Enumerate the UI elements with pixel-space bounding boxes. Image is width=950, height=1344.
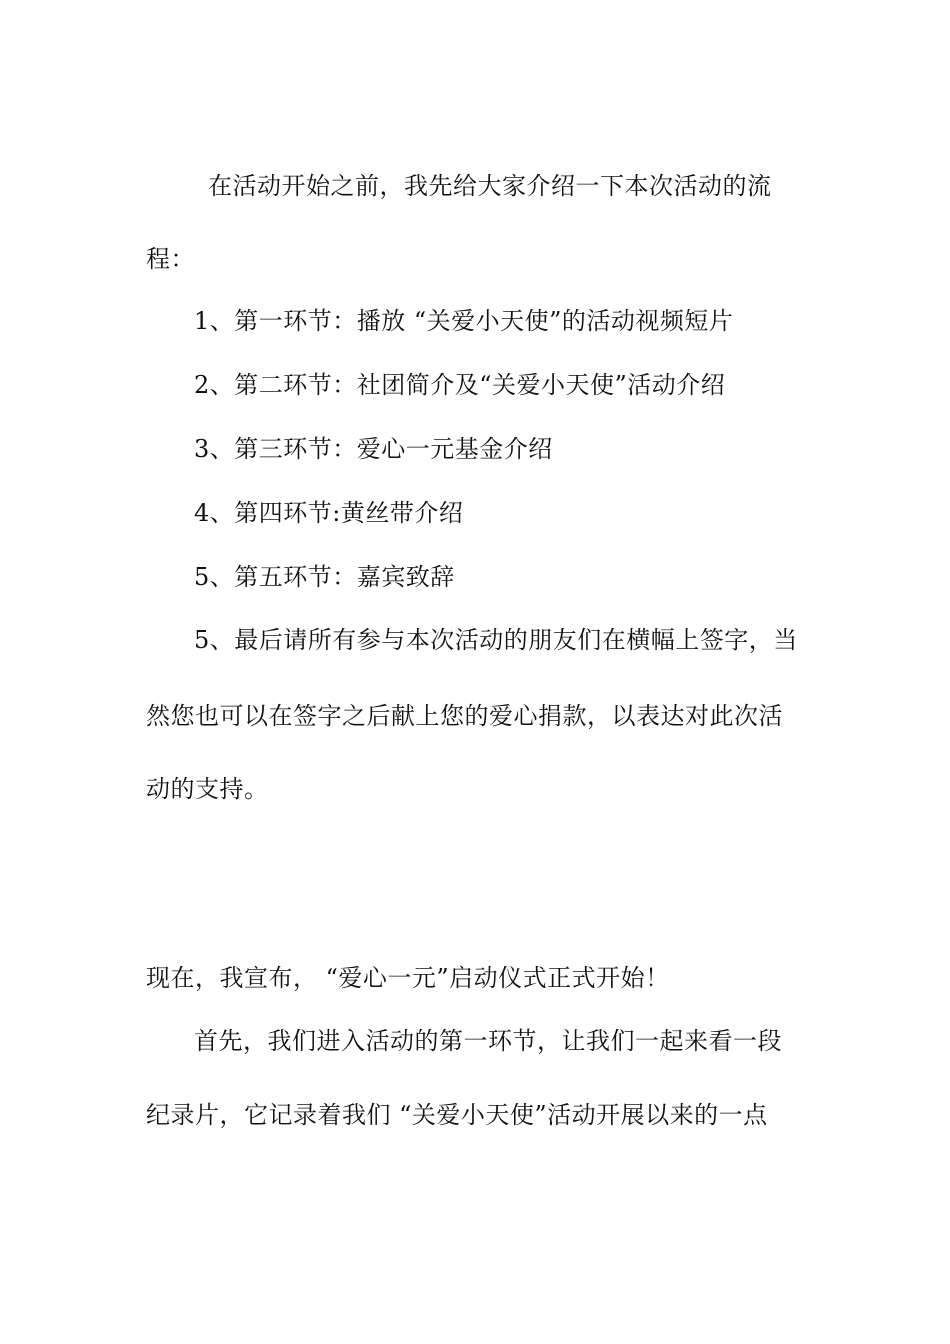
closing-line-1: 5、最后请所有参与本次活动的朋友们在横幅上签字，当	[194, 626, 798, 654]
agenda-item-1: 1、第一环节：播放 “关爱小天使”的活动视频短片	[194, 307, 734, 335]
intro-line-1: 在活动开始之前，我先给大家介绍一下本次活动的流	[208, 172, 772, 200]
first-segment-line-2: 纪录片，它记录着我们 “关爱小天使”活动开展以来的一点	[146, 1101, 768, 1129]
agenda-item-2: 2、第二环节：社团简介及“关爱小天使”活动介绍	[194, 371, 726, 399]
closing-line-3: 动的支持。	[146, 775, 269, 803]
agenda-item-3: 3、第三环节：爱心一元基金介绍	[194, 435, 553, 463]
first-segment-line-1: 首先，我们进入活动的第一环节，让我们一起来看一段	[194, 1027, 782, 1055]
closing-line-2: 然您也可以在签字之后献上您的爱心捐款，以表达对此次活	[146, 702, 783, 730]
agenda-item-5: 5、第五环节：嘉宾致辞	[194, 563, 455, 591]
intro-line-2: 程：	[146, 245, 195, 273]
announcement-line: 现在，我宣布， “爱心一元”启动仪式正式开始！	[146, 964, 670, 992]
agenda-item-4: 4、第四环节:黄丝带介绍	[194, 499, 464, 527]
